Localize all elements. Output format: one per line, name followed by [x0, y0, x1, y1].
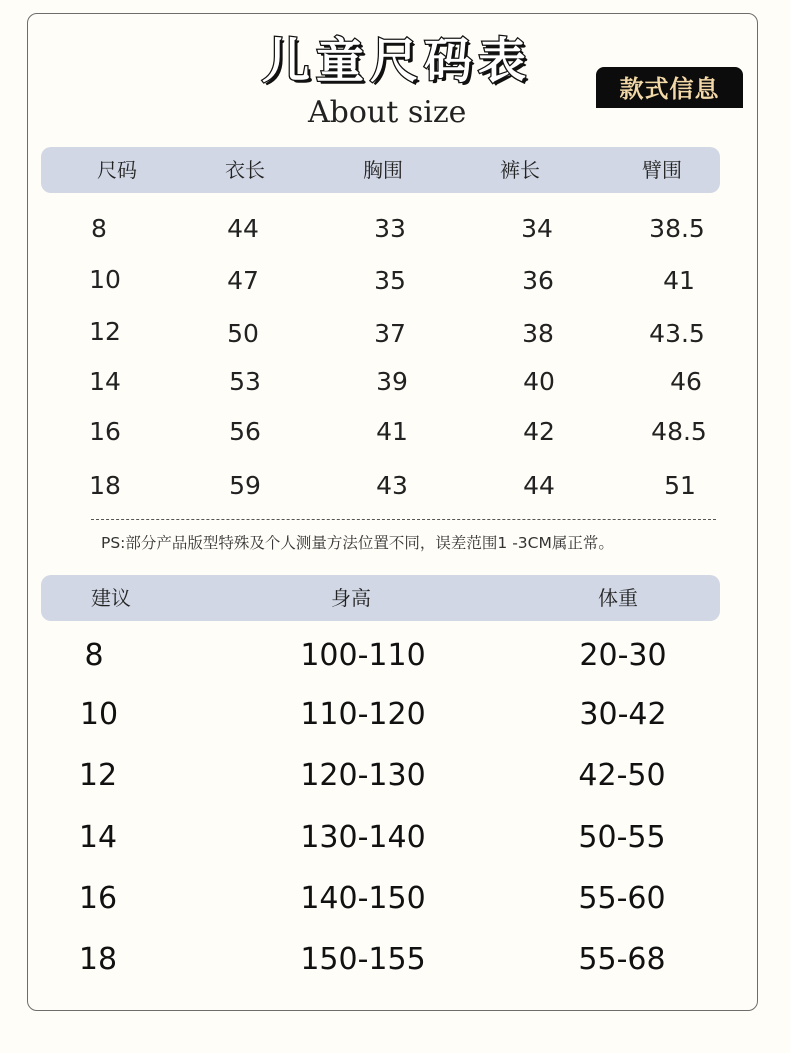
table-cell: 14: [89, 367, 121, 396]
table-cell: 110-120: [300, 697, 426, 732]
table-cell: 16: [89, 417, 121, 446]
table-cell: 44: [227, 214, 259, 243]
header-arm: 臂围: [642, 158, 682, 182]
header-chest: 胸围: [363, 158, 403, 182]
table-cell: 59: [229, 471, 261, 500]
dashed-divider: [91, 519, 716, 520]
table-cell: 50: [227, 319, 259, 348]
table-cell: 44: [523, 471, 555, 500]
table-cell: 48.5: [651, 417, 707, 446]
table-cell: 18: [78, 942, 118, 977]
measurement-note: PS:部分产品版型特殊及个人测量方法位置不同，误差范围1 -3CM属正常。: [101, 534, 614, 552]
table-cell: 16: [78, 881, 118, 916]
table-cell: 8: [84, 638, 104, 673]
table-cell: 20-30: [579, 638, 667, 673]
table-cell: 12: [78, 758, 118, 793]
table-cell: 41: [663, 266, 695, 295]
table-cell: 10: [89, 265, 121, 294]
style-info-button[interactable]: 款式信息: [596, 67, 743, 108]
table-cell: 37: [374, 319, 406, 348]
table-cell: 56: [229, 417, 261, 446]
table-cell: 41: [376, 417, 408, 446]
table-cell: 100-110: [300, 638, 426, 673]
table-cell: 120-130: [300, 758, 426, 793]
table-cell: 33: [374, 214, 406, 243]
table-cell: 150-155: [300, 942, 426, 977]
table-cell: 47: [227, 266, 259, 295]
table-cell: 46: [670, 367, 702, 396]
page-title: 儿童尺码表: [262, 33, 533, 89]
table-cell: 34: [521, 214, 553, 243]
table-cell: 130-140: [300, 820, 426, 855]
table-cell: 10: [79, 697, 119, 732]
header-suggest: 建议: [91, 586, 131, 610]
table-cell: 140-150: [300, 881, 426, 916]
table-cell: 8: [91, 214, 107, 243]
table-cell: 50-55: [578, 820, 666, 855]
table-cell: 43: [376, 471, 408, 500]
page-subtitle: About size: [308, 95, 467, 130]
table-cell: 12: [89, 317, 121, 346]
header-pants-length: 裤长: [500, 158, 540, 182]
table-cell: 35: [374, 266, 406, 295]
table-cell: 36: [522, 266, 554, 295]
table-cell: 30-42: [579, 697, 667, 732]
table-cell: 38: [522, 319, 554, 348]
table-cell: 51: [664, 471, 696, 500]
table-cell: 42: [523, 417, 555, 446]
table-cell: 39: [376, 367, 408, 396]
header-height: 身高: [331, 586, 371, 610]
size-table-header: [41, 147, 720, 193]
table-cell: 14: [78, 820, 118, 855]
header-size: 尺码: [97, 158, 137, 182]
suggest-table-header: [41, 575, 720, 621]
header-length: 衣长: [225, 158, 265, 182]
table-cell: 18: [89, 471, 121, 500]
table-cell: 55-60: [578, 881, 666, 916]
table-cell: 55-68: [578, 942, 666, 977]
table-cell: 43.5: [649, 319, 705, 348]
table-cell: 42-50: [578, 758, 666, 793]
header-weight: 体重: [598, 586, 638, 610]
table-cell: 40: [523, 367, 555, 396]
table-cell: 38.5: [649, 214, 705, 243]
table-cell: 53: [229, 367, 261, 396]
